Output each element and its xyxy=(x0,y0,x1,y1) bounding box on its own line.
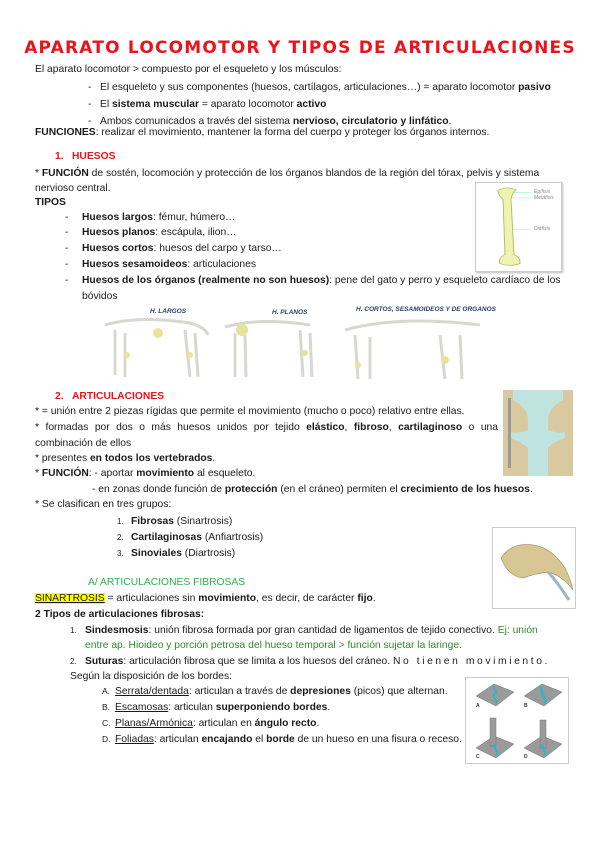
list-number: 2. xyxy=(117,533,124,542)
text-segment: fijo xyxy=(357,593,373,604)
text-segment: depresiones xyxy=(290,686,351,697)
bullet-dash: - xyxy=(65,243,69,254)
bone-label: Epífisis xyxy=(534,189,551,195)
grupo-item xyxy=(131,547,235,560)
suture-types-icon xyxy=(466,678,568,763)
text-segment: y sus componentes (huesos, cartílagos, articulaciones…) = aparato locomotor xyxy=(156,82,519,93)
huesos-funcion xyxy=(35,167,539,180)
text-segment: : articulan xyxy=(153,734,202,745)
text-segment: = articulaciones sin xyxy=(104,593,199,604)
articulaciones-text xyxy=(35,421,498,434)
sutures-figure xyxy=(465,677,569,764)
text-segment: bóvidos xyxy=(82,291,118,302)
text-segment: FUNCIÓN xyxy=(41,468,89,479)
list-number: 2. xyxy=(70,657,77,666)
text-segment: Huesos de los órganos (realmente no son huesos) xyxy=(82,275,330,286)
bullet-dash: - xyxy=(65,275,69,286)
femur-figure xyxy=(475,182,562,272)
subsection-heading-fibrosas: A/ ARTICULACIONES FIBROSAS xyxy=(88,577,246,588)
text-segment: Planas/Armónica xyxy=(115,718,193,729)
text-segment: : escápula, ilion… xyxy=(155,227,237,238)
text-segment: sistema muscular xyxy=(112,99,200,110)
text-segment: Suturas xyxy=(85,656,124,667)
text-segment: El xyxy=(100,99,113,110)
text-segment: Ambos comunicados a través del sistema xyxy=(100,116,293,127)
bone-label: Metáfisis xyxy=(534,195,554,201)
section-heading-huesos: HUESOS xyxy=(72,151,116,162)
text-segment: El xyxy=(100,82,113,93)
text-segment: Fibrosas xyxy=(131,516,174,527)
text-segment: el xyxy=(252,734,267,745)
highlighted-term: SINARTROSIS xyxy=(35,593,105,604)
text-segment: movimiento xyxy=(198,593,256,604)
text-segment: Huesos sesamoideos xyxy=(82,259,188,270)
bullet-dash: - xyxy=(88,99,92,110)
text-segment: Serrata/dentada xyxy=(115,686,189,697)
text-segment: , xyxy=(344,422,354,433)
text-segment: entre ap. Hioideo y porción petrosa del hueso temporal > función sujetar la laringe. xyxy=(85,640,462,651)
text-segment: en todos los vertebrados xyxy=(89,453,213,464)
suture-label: A xyxy=(476,703,480,709)
suture-label: B xyxy=(524,703,528,709)
text-segment: . xyxy=(529,484,533,495)
text-segment: esqueleto xyxy=(112,82,157,93)
text-segment: : articulación fibrosa que se limita a los huesos del cráneo. xyxy=(123,656,393,667)
text-segment: Cartilaginosas xyxy=(131,532,202,543)
text-segment: El aparato locomotor > compuesto por el esqueleto y los músculos: xyxy=(35,64,342,75)
suturas-text xyxy=(85,655,550,668)
tipo-hueso xyxy=(82,274,560,287)
text-segment: Huesos planos xyxy=(82,227,156,238)
document-title: APARATO LOCOMOTOR Y TIPOS DE ARTICULACIONES xyxy=(24,38,576,58)
text-segment: encajando xyxy=(201,734,253,745)
fibrosas-tipos-label xyxy=(35,608,204,621)
tipo-hueso xyxy=(82,242,282,255)
bullet-dash: - xyxy=(88,82,92,93)
articulaciones-text xyxy=(35,405,465,418)
text-segment: . xyxy=(212,453,216,464)
text-segment: nervioso, circulatorio y linfático xyxy=(292,116,449,127)
text-segment: borde xyxy=(266,734,295,745)
text-segment: Huesos largos xyxy=(82,212,153,223)
text-segment: , es decir, de carácter xyxy=(256,593,358,604)
figure-label-largos: H. LARGOS xyxy=(150,308,187,315)
intro-bullet xyxy=(100,81,551,94)
text-segment: * = unión entre 2 piezas rígidas que permite el movimiento (mucho o poco) relativo entre ellas. xyxy=(35,406,465,417)
text-segment: (en el cráneo) permiten el xyxy=(277,484,401,495)
section-number: 2. xyxy=(55,391,64,402)
list-number: 3. xyxy=(117,549,124,558)
dog-skeletons-icon xyxy=(100,305,500,383)
text-segment: : articulan en xyxy=(192,718,255,729)
segun-text xyxy=(70,670,232,683)
text-segment: superponiendo bordes xyxy=(215,702,328,713)
text-segment: * xyxy=(35,468,42,479)
text-segment: * xyxy=(35,168,42,179)
text-segment: (Diartrosis) xyxy=(181,548,236,559)
text-segment: (picos) que alternan. xyxy=(350,686,448,697)
figure-label-cortos: H. CORTOS, SESAMOIDEOS Y DE ORGANOS xyxy=(356,306,497,313)
text-segment: ángulo recto xyxy=(254,718,317,729)
text-segment: : realizar el movimiento, mantener la forma del cuerpo y proteger los órganos internos. xyxy=(95,127,490,138)
borde-item xyxy=(115,685,448,698)
skull-icon xyxy=(493,528,575,608)
text-segment: . xyxy=(448,116,452,127)
vertebrae-icon xyxy=(503,390,573,476)
text-segment: , xyxy=(388,422,399,433)
text-segment: No tienen movimiento. xyxy=(392,656,550,667)
sinartrosis-def xyxy=(35,592,376,605)
text-segment: (Sinartrosis) xyxy=(173,516,233,527)
text-segment: FUNCIÓN xyxy=(41,168,89,179)
text-segment: : articulan xyxy=(168,702,216,713)
text-segment: : articulaciones xyxy=(187,259,256,270)
text-segment: * Se clasifican en tres grupos: xyxy=(35,499,172,510)
text-segment: : unión fibrosa formada por gran cantidad de ligamentos de tejido conectivo. xyxy=(148,625,498,636)
intro-text xyxy=(35,63,342,76)
list-letter: A. xyxy=(102,686,111,696)
vertebrae-figure xyxy=(503,390,573,476)
text-segment: . xyxy=(372,593,376,604)
text-segment: Sinoviales xyxy=(131,548,182,559)
text-segment: * presentes xyxy=(35,453,90,464)
text-segment: pasivo xyxy=(518,82,551,93)
text-segment: . xyxy=(316,718,320,729)
text-segment: Escamosas xyxy=(115,702,169,713)
grupo-item xyxy=(131,531,263,544)
text-segment: fibroso xyxy=(353,422,389,433)
borde-item xyxy=(115,717,319,730)
figure-label-planos: H. PLANOS xyxy=(272,309,308,316)
text-segment: combinación de ellos xyxy=(35,438,132,449)
tipos-label: TIPOS xyxy=(35,197,66,208)
bullet-dash: - xyxy=(65,259,69,270)
text-segment: protección xyxy=(224,484,278,495)
list-letter: B. xyxy=(102,702,111,712)
intro-bullet xyxy=(100,98,326,111)
section-number: 1. xyxy=(55,151,64,162)
text-segment: 2 Tipos de articulaciones fibrosas: xyxy=(35,609,205,620)
suture-label: D xyxy=(524,754,528,760)
text-segment: Foliadas xyxy=(115,734,154,745)
text-segment: - en zonas donde función de xyxy=(92,484,225,495)
list-letter: D. xyxy=(102,734,111,744)
text-segment: : fémur, húmero… xyxy=(152,212,236,223)
articulaciones-text xyxy=(35,437,131,450)
text-segment: nervioso central. xyxy=(35,183,111,194)
text-segment: : huesos del carpo y tarso… xyxy=(153,243,282,254)
borde-item xyxy=(115,701,330,714)
bone-label: Diáfisis xyxy=(534,226,551,232)
tipo-hueso-cont xyxy=(82,290,118,303)
text-segment: Ej: unión xyxy=(497,625,538,636)
text-segment: * formadas por dos o más huesos unidos por tejido xyxy=(35,422,307,433)
text-segment: FUNCIONES xyxy=(35,127,96,138)
tipo-hueso xyxy=(82,211,235,224)
text-segment: Huesos cortos xyxy=(82,243,154,254)
text-segment: Según la disposición de los bordes: xyxy=(70,671,232,682)
articulaciones-text xyxy=(35,467,255,480)
huesos-funcion-cont xyxy=(35,182,111,195)
text-segment: de sostén, locomoción y protección de los órganos blandos de la región del tórax, pelvis y sistema xyxy=(88,168,540,179)
list-letter: C. xyxy=(102,718,111,728)
text-segment: o una xyxy=(462,422,498,433)
text-segment: al esqueleto. xyxy=(194,468,256,479)
borde-item xyxy=(115,733,462,746)
text-segment: (Anfiartrosis) xyxy=(201,532,264,543)
list-number: 1. xyxy=(117,517,124,526)
text-segment: : - aportar xyxy=(88,468,137,479)
sindesmosis-example xyxy=(85,639,462,652)
text-segment: = aparato locomotor xyxy=(199,99,297,110)
text-segment: : pene del gato y perro y esqueleto cardíaco de los xyxy=(329,275,561,286)
text-segment: Sindesmosis xyxy=(85,625,149,636)
funciones-text xyxy=(35,126,489,139)
articulaciones-text xyxy=(35,498,171,511)
skeletons-figure xyxy=(100,305,500,383)
articulaciones-text xyxy=(92,483,533,496)
tipo-hueso xyxy=(82,258,256,271)
text-segment: crecimiento de los huesos xyxy=(400,484,530,495)
text-segment: activo xyxy=(296,99,327,110)
grupo-item xyxy=(131,515,232,528)
text-segment: movimiento xyxy=(136,468,195,479)
text-segment: elástico xyxy=(306,422,345,433)
tipo-hueso xyxy=(82,226,237,239)
articulaciones-text xyxy=(35,452,215,465)
text-segment: . xyxy=(327,702,331,713)
text-segment: : articulan a través de xyxy=(188,686,291,697)
bullet-dash: - xyxy=(65,212,69,223)
text-segment: cartilaginoso xyxy=(398,422,463,433)
section-heading-articulaciones: ARTICULACIONES xyxy=(72,391,165,402)
suture-label: C xyxy=(476,754,480,760)
skull-figure xyxy=(492,527,576,609)
text-segment: de un hueso en una fisura o receso. xyxy=(294,734,462,745)
bullet-dash: - xyxy=(65,227,69,238)
list-number: 1. xyxy=(70,626,77,635)
sindesmosis-text xyxy=(85,624,538,637)
bullet-dash: - xyxy=(88,116,92,127)
